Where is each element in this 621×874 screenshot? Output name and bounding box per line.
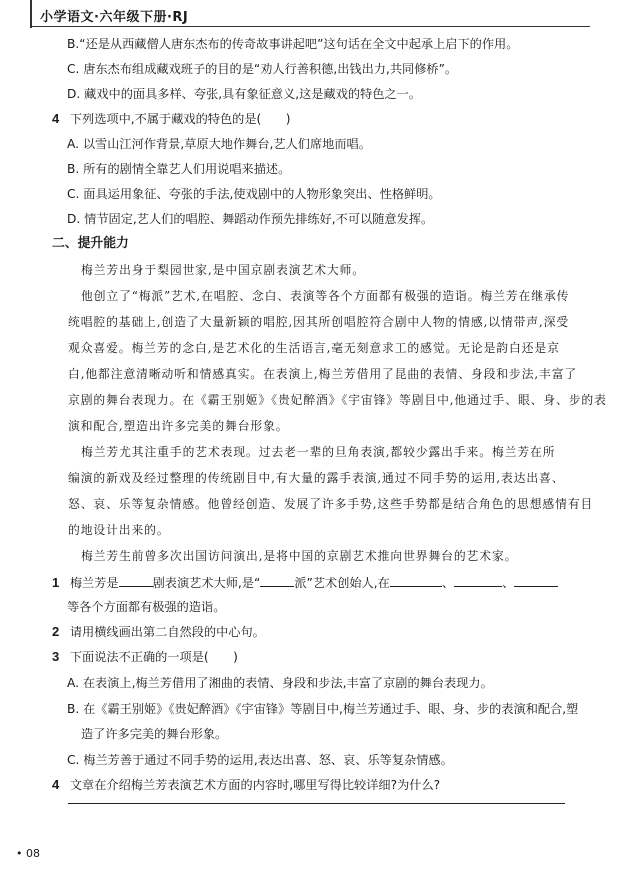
- question-text: 文章在介绍梅兰芳表演艺术方面的内容时,哪里写得比较详细?为什么?: [69, 778, 441, 792]
- question-1-text-b: 剧表演艺术大师,是“: [152, 576, 261, 590]
- prev-option-b: B.“还是从西藏僧人唐东杰布的传奇故事讲起吧”这句话在全文中起承上启下的作用。: [67, 37, 519, 51]
- answer-line[interactable]: [68, 803, 565, 804]
- section-title: 二、提升能力: [52, 236, 129, 251]
- separator: 、: [502, 576, 515, 590]
- question-number: 3: [52, 649, 60, 664]
- question-text: 下面说法不正确的一项是( ): [69, 650, 238, 664]
- question-number: 1: [52, 575, 60, 590]
- passage-p2-line: 他创立了“梅派”艺术,在唱腔、念白、表演等各个方面都有极强的造诣。梅兰芳在继承传: [81, 289, 570, 303]
- passage-p2-line: 统唱腔的基础上,创造了大量新颖的唱腔,因其所创唱腔符合剧中人物的情感,以情带声,深受: [68, 315, 570, 329]
- page-header-title: 小学语文·六年级下册·RJ: [40, 10, 189, 25]
- question-text: 请用横线画出第二自然段的中心句。: [69, 625, 265, 639]
- question-1-text-c: 派”艺术创始人,在: [294, 576, 390, 590]
- question-text: 下列选项中,不属于藏戏的特色的是( ): [69, 112, 291, 126]
- option-c: C. 梅兰芳善于通过不同手势的运用,表达出喜、怒、哀、乐等复杂情感。: [67, 753, 453, 767]
- option-b: B. 在《霸王别姬》《贵妃醉酒》《宇宙锋》等剧目中,梅兰芳通过手、眼、身、步的表演和配合,塑: [67, 702, 579, 716]
- fill-blank-school[interactable]: [260, 574, 294, 587]
- option-b-continued: 造了许多完美的舞台形象。: [81, 727, 228, 741]
- question-number: 4: [52, 111, 60, 126]
- question-number: 2: [52, 624, 60, 639]
- passage-paragraph-1: 梅兰芳出身于梨园世家,是中国京剧表演艺术大师。: [81, 263, 365, 277]
- passage-p3-line: 编演的新戏及经过整理的传统剧目中,有大量的露手表演,通过不同手势的运用,表达出喜、: [68, 471, 565, 485]
- option-b: B. 所有的剧情全靠艺人们用说唱来描述。: [67, 162, 291, 176]
- fill-blank-aspect-2[interactable]: [454, 574, 502, 587]
- option-a: A. 在表演上,梅兰芳借用了湘曲的表情、身段和步法,丰富了京剧的舞台表现力。: [67, 676, 493, 690]
- header-divider: [30, 26, 590, 27]
- passage-paragraph-4: 梅兰芳生前曾多次出国访问演出,是将中国的京剧艺术推向世界舞台的艺术家。: [81, 549, 518, 563]
- question-4: [52, 777, 440, 793]
- option-c: C. 面具运用象征、夸张的手法,使戏剧中的人物形象突出、性格鲜明。: [67, 187, 441, 201]
- passage-p2-line: 白,他都注意清晰动听和情感真实。在表演上,梅兰芳借用了昆曲的表情、身段和步法,丰富了: [68, 367, 578, 381]
- question-1: [52, 574, 558, 591]
- question-2: [52, 624, 265, 640]
- fill-blank-opera[interactable]: [119, 574, 153, 587]
- passage-p2-line: 观众喜爱。梅兰芳的念白,是艺术化的生活语言,毫无刻意求工的感觉。无论是韵白还是京: [68, 341, 560, 355]
- question-3: [52, 649, 238, 665]
- passage-p2-line: 京剧的舞台表现力。在《霸王别姬》《贵妃醉酒》《宇宙锋》等剧目中,他通过手、眼、身、步的表: [68, 393, 607, 407]
- question-1-line-2: 等各个方面都有极强的造诣。: [67, 600, 226, 614]
- question-number: 4: [52, 777, 60, 792]
- option-a: A. 以雪山江河作背景,草原大地作舞台,艺人们席地而唱。: [67, 137, 371, 151]
- fill-blank-aspect-3[interactable]: [514, 574, 558, 587]
- passage-p3-line: 的地设计出来的。: [68, 523, 170, 537]
- question-4-zangxi: [52, 111, 290, 127]
- separator: 、: [441, 576, 455, 590]
- page-number: • 08: [16, 847, 40, 860]
- fill-blank-aspect-1[interactable]: [390, 574, 442, 587]
- option-d: D. 情节固定,艺人们的唱腔、舞蹈动作预先排练好,不可以随意发挥。: [67, 212, 434, 226]
- prev-option-d: D. 藏戏中的面具多样、夸张,具有象征意义,这是藏戏的特色之一。: [67, 87, 421, 101]
- passage-p3-line: 怒、哀、乐等复杂情感。他曾经创造、发展了许多手势,这些手势都是结合角色的思想感情有目: [68, 497, 594, 511]
- header-tab-mark: [20, 0, 32, 28]
- prev-option-c: C. 唐东杰布组成藏戏班子的目的是“劝人行善积德,出钱出力,共同修桥”。: [67, 62, 458, 76]
- passage-p2-line: 演和配合,塑造出许多完美的舞台形象。: [68, 419, 289, 433]
- question-1-text-a: 梅兰芳是: [69, 576, 119, 590]
- passage-p3-line: 梅兰芳尤其注重手的艺术表现。过去老一辈的旦角表演,都较少露出手来。梅兰芳在所: [81, 445, 556, 459]
